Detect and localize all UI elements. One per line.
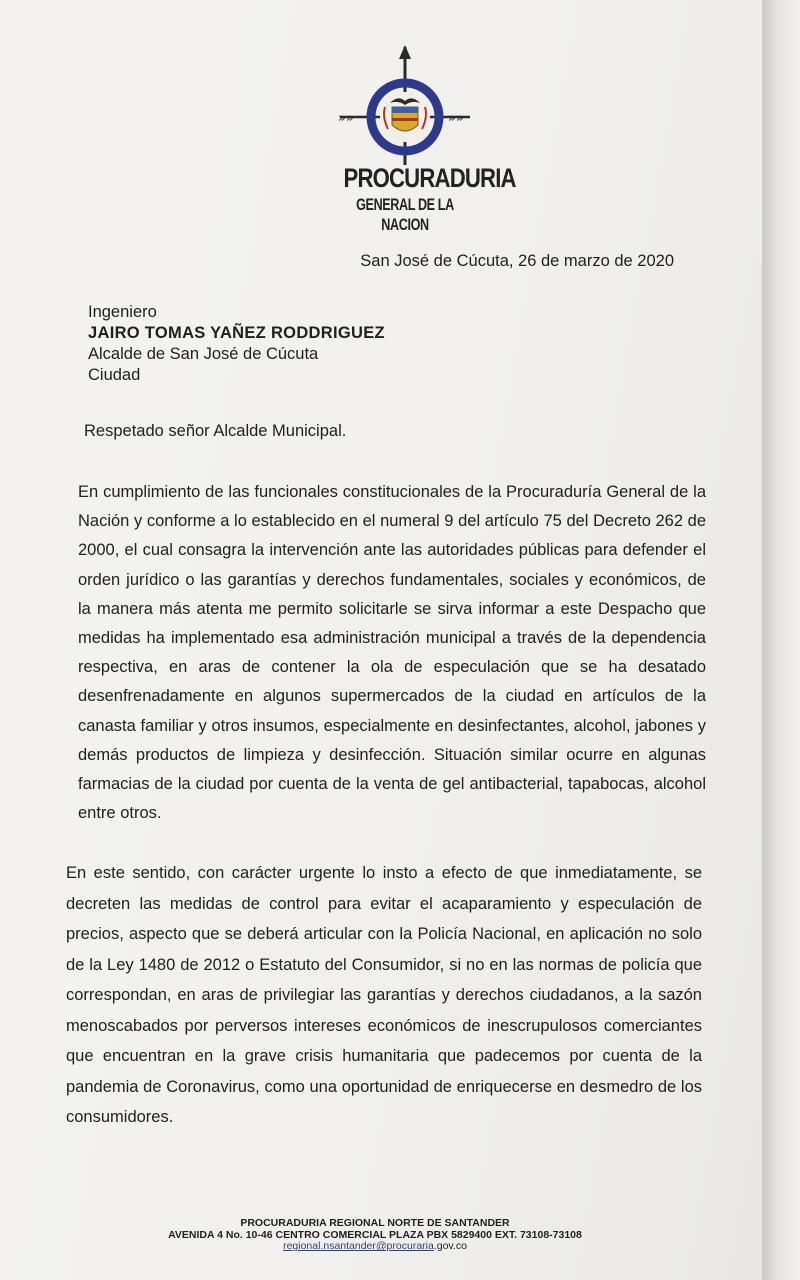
footer-email-domain: .gov.co: [433, 1240, 467, 1252]
addressee-title: Ingeniero: [88, 303, 157, 321]
svg-text:»»: »»: [338, 111, 354, 126]
svg-text:»»: »»: [448, 111, 464, 126]
footer-email: [150, 1241, 600, 1253]
procuraduria-logo: [330, 45, 516, 234]
body-paragraph-1: En cumplimiento de las funcionales constitucionales de la Procuraduría General de la Nación y conforme a lo establecido en el numeral 9 del artículo 75 del Decreto 262 de 2000, el cual consagra la intervención ante las autoridades públicas para defender el orden jurídico o las garantías y derechos fundamentales, sociales y económicos, de la manera más atenta me permito solicitarle se sirva informar a este Despacho que medidas ha implementado esa administración municipal a través de la dependencia respectiva, en aras de contener la ola de especulación que se ha desatado desenfrenadamente en algunos supermercados de la ciudad en artículos de la canasta familiar y otros insumos, especialmente en desinfectantes, alcohol, jabones y demás productos de limpieza y desinfección. Situación similar ocurre en algunas farmacias de la ciudad por cuenta de la venta de gel antibacterial, tapabocas, alcohol entre otros.: [78, 483, 706, 823]
salutation: Respetado señor Alcalde Municipal.: [84, 422, 347, 440]
addressee-city: Ciudad: [88, 366, 141, 384]
letterhead-subtitle: GENERAL DE LA NACION: [356, 195, 454, 234]
page-edge-shadow: [762, 0, 800, 1280]
letterhead-title: PROCURADURIA: [343, 163, 516, 193]
footer-office: PROCURADURIA REGIONAL NORTE DE SANTANDER: [240, 1217, 510, 1229]
footer-address: AVENIDA 4 No. 10-46 CENTRO COMERCIAL PLAZA PBX 5829400 EXT. 73108-73108: [168, 1228, 582, 1241]
letter-footer: [150, 1218, 600, 1253]
date-line: San José de Cúcuta, 26 de marzo de 2020: [360, 252, 674, 270]
body-paragraph-2: En este sentido, con carácter urgente lo insto a efecto de que inmediatamente, se decreten las medidas de control para evitar el acaparamiento y especulación de precios, aspecto que se deberá articular con la Policía Nacional, en aplicación no solo de la Ley 1480 de 2012 o Estatuto del Consumidor, si no en las normas de policía que correspondan, en aras de privilegiar las garantías y derechos ciudadanos, a la sazón menoscabados por perversos intereses económicos de inescrupulosos comerciantes que encuentran en la grave crisis humanitaria que padecemos por cuenta de la pandemia de Coronavirus, como una oportunidad de enriquecerse en desmedro de los consumidores.: [66, 864, 702, 1126]
footer-email-user: regional.nsantander@procuraria: [283, 1240, 434, 1252]
addressee-block: [88, 302, 385, 386]
coat-of-arms-seal-icon: [330, 45, 480, 165]
addressee-name: JAIRO TOMAS YAÑEZ RODDRIGUEZ: [88, 324, 385, 342]
addressee-position: Alcalde de San José de Cúcuta: [88, 345, 319, 363]
